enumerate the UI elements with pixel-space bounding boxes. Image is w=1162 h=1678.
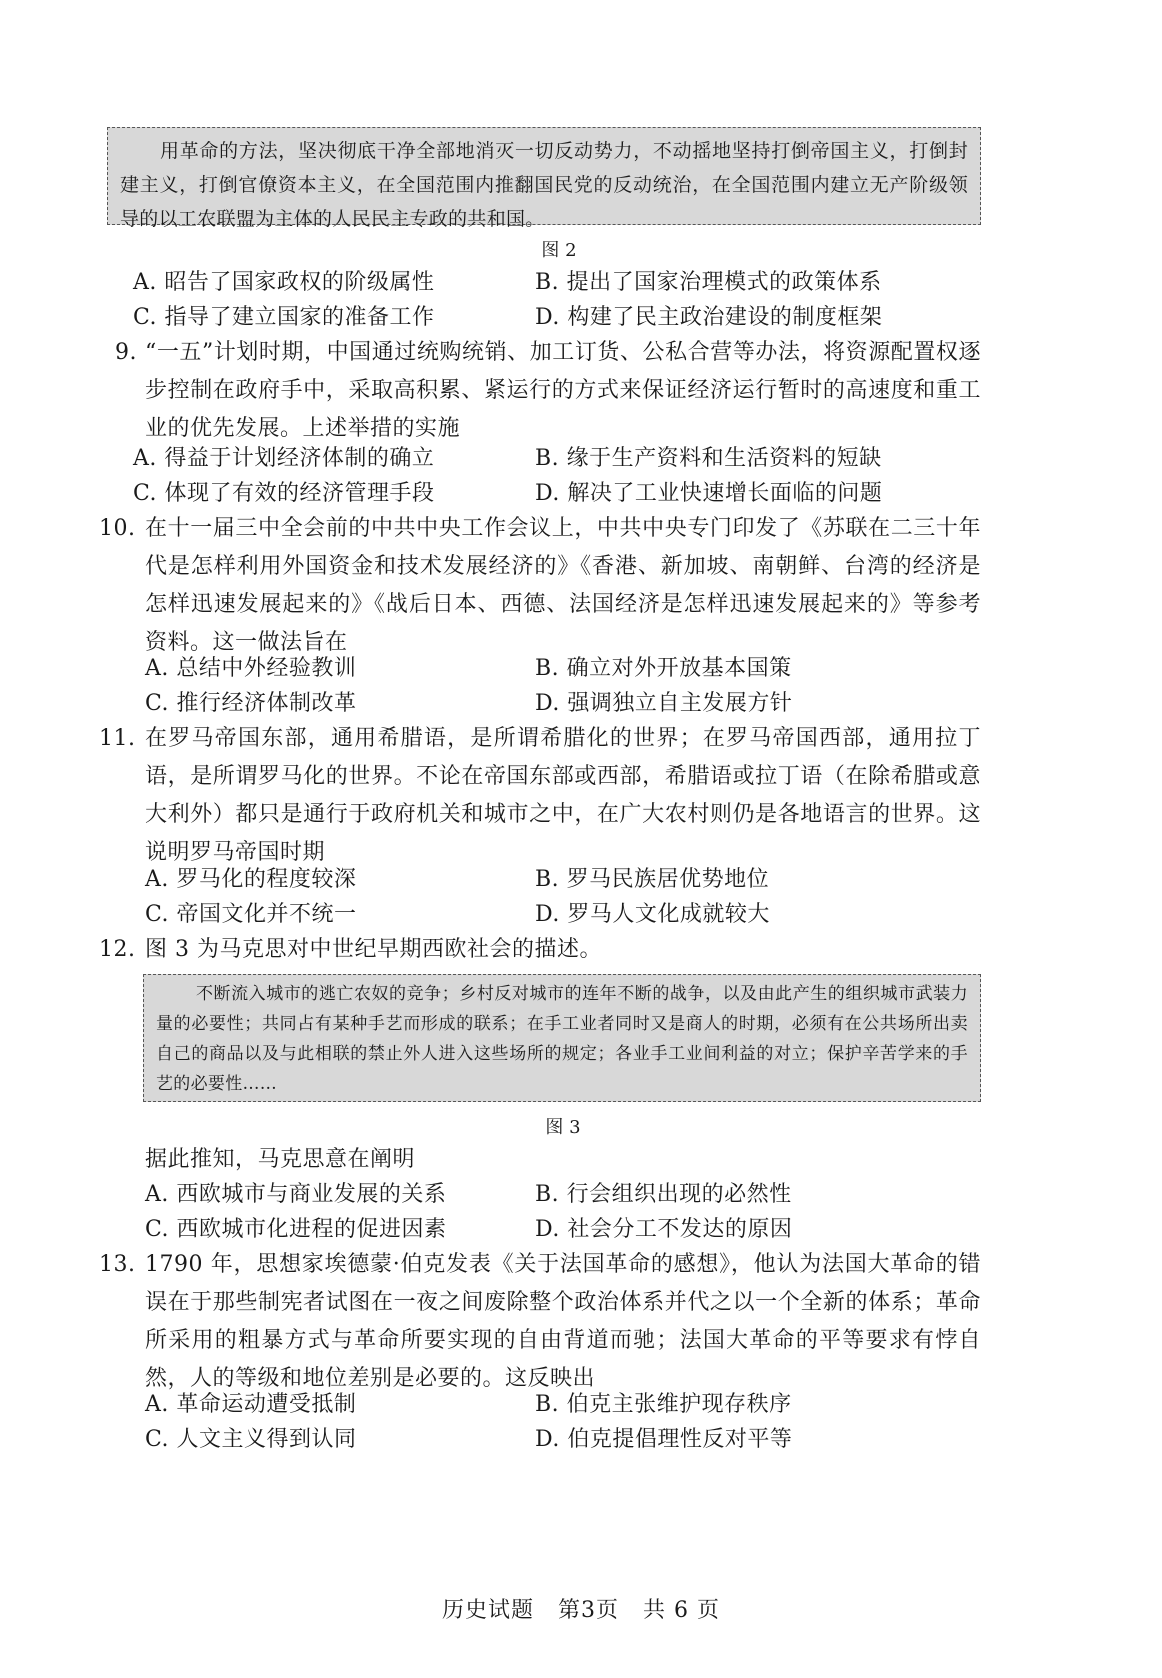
q11-stem xyxy=(99,720,981,872)
q9-stem-text: “一五”计划时期，中国通过统购统销、加工订货、公私合营等办法，将资源配置权逐步控制在政府手中，采取高积累、紧运行的方式来保证经济运行暂时的高速度和重工业的优先发展。上述举措的实施 xyxy=(145,340,981,441)
q11-option-a: A. 罗马化的程度较深 xyxy=(145,867,357,892)
q12-stem-continued: 据此推知，马克思意在阐明 xyxy=(145,1147,416,1172)
q8-option-d: D. 构建了民主政治建设的制度框架 xyxy=(535,305,883,330)
q10-option-a: A. 总结中外经验教训 xyxy=(145,656,357,681)
q8-option-a: A. 昭告了国家政权的阶级属性 xyxy=(133,270,435,295)
footer-subject: 历史试题 xyxy=(442,1598,535,1623)
q11-option-d: D. 罗马人文化成就较大 xyxy=(535,902,770,927)
q10-stem-text: 在十一届三中全会前的中共中央工作会议上，中共中央专门印发了《苏联在二三十年代是怎样利用外国资金和技术发展经济的》《香港、新加坡、南朝鲜、台湾的经济是怎样迅速发展起来的》《战后日本、西德、法国经济是怎样迅速发展起来的》等参考资料。这一做法旨在 xyxy=(145,516,981,655)
q12-stem-text: 图 3 为马克思对中世纪早期西欧社会的描述。 xyxy=(145,937,602,962)
q11-number: 11. xyxy=(99,726,136,751)
q12-number: 12. xyxy=(99,937,136,962)
q13-option-d: D. 伯克提倡理性反对平等 xyxy=(535,1427,793,1452)
q13-option-b: B. 伯克主张维护现存秩序 xyxy=(535,1392,792,1417)
q9-option-b: B. 缘于生产资料和生活资料的短缺 xyxy=(535,446,882,471)
q9-option-d: D. 解决了工业快速增长面临的问题 xyxy=(535,481,883,506)
q13-option-a: A. 革命运动遭受抵制 xyxy=(145,1392,357,1417)
q9-stem xyxy=(115,334,981,448)
q11-option-c: C. 帝国文化并不统一 xyxy=(145,902,357,927)
q12-option-d: D. 社会分工不发达的原因 xyxy=(535,1217,793,1242)
q9-option-a: A. 得益于计划经济体制的确立 xyxy=(133,446,435,471)
q13-option-c: C. 人文主义得到认同 xyxy=(145,1427,357,1452)
q10-option-d: D. 强调独立自主发展方针 xyxy=(535,691,793,716)
q13-number: 13. xyxy=(99,1252,136,1277)
q10-option-b: B. 确立对外开放基本国策 xyxy=(535,656,792,681)
figure-3-text: 不断流入城市的逃亡农奴的竞争；乡村反对城市的连年不断的战争，以及由此产生的组织城市武装力量的必要性；共同占有某种手艺而形成的联系；在手工业者同时又是商人的时期，必须有在公共场所出卖自己的商品以及与此相联的禁止外人进入这些场所的规定；各业手工业间利益的对立；保护辛苦学来的手艺的必要性…… xyxy=(156,984,968,1094)
q12-stem xyxy=(99,931,981,969)
q11-stem-text: 在罗马帝国东部，通用希腊语，是所谓希腊化的世界；在罗马帝国西部，通用拉丁语，是所谓罗马化的世界。不论在帝国东部或西部，希腊语或拉丁语（在除希腊或意大利外）都只是通行于政府机关和城市之中，在广大农村则仍是各地语言的世界。这说明罗马帝国时期 xyxy=(145,726,981,865)
q13-stem-text: 1790 年，思想家埃德蒙·伯克发表《关于法国革命的感想》，他认为法国大革命的错误在于那些制宪者试图在一夜之间废除整个政治体系并代之以一个全新的体系；革命所采用的粗暴方式与革命所要实现的自由背道而驰；法国大革命的平等要求有悖自然，人的等级和地位差别是必要的。这反映出 xyxy=(145,1252,981,1391)
q11-option-b: B. 罗马民族居优势地位 xyxy=(535,867,770,892)
q10-stem xyxy=(99,510,981,662)
footer-total-pages: 共 6 页 xyxy=(643,1598,720,1623)
q12-option-a: A. 西欧城市与商业发展的关系 xyxy=(145,1182,447,1207)
q8-option-c: C. 指导了建立国家的准备工作 xyxy=(133,305,435,330)
q9-number: 9. xyxy=(115,340,137,365)
figure-2-caption: 图 2 xyxy=(541,240,577,261)
q10-option-c: C. 推行经济体制改革 xyxy=(145,691,357,716)
q10-number: 10. xyxy=(99,516,136,541)
page-footer xyxy=(0,1593,1162,1624)
q9-option-c: C. 体现了有效的经济管理手段 xyxy=(133,481,435,506)
q12-option-b: B. 行会组织出现的必然性 xyxy=(535,1182,792,1207)
q13-stem xyxy=(99,1246,981,1398)
figure-3-quote-box xyxy=(143,974,981,1102)
figure-3-caption: 图 3 xyxy=(545,1117,581,1138)
q12-option-c: C. 西欧城市化进程的促进因素 xyxy=(145,1217,447,1242)
figure-2-text: 用革命的方法，坚决彻底干净全部地消灭一切反动势力，不动摇地坚持打倒帝国主义，打倒封建主义，打倒官僚资本主义，在全国范围内推翻国民党的反动统治，在全国范围内建立无产阶级领导的以工农联盟为主体的人民民主专政的共和国。 xyxy=(120,140,968,230)
q8-option-b: B. 提出了国家治理模式的政策体系 xyxy=(535,270,882,295)
figure-2-quote-box xyxy=(107,127,981,230)
footer-page-number: 第3页 xyxy=(558,1598,620,1623)
